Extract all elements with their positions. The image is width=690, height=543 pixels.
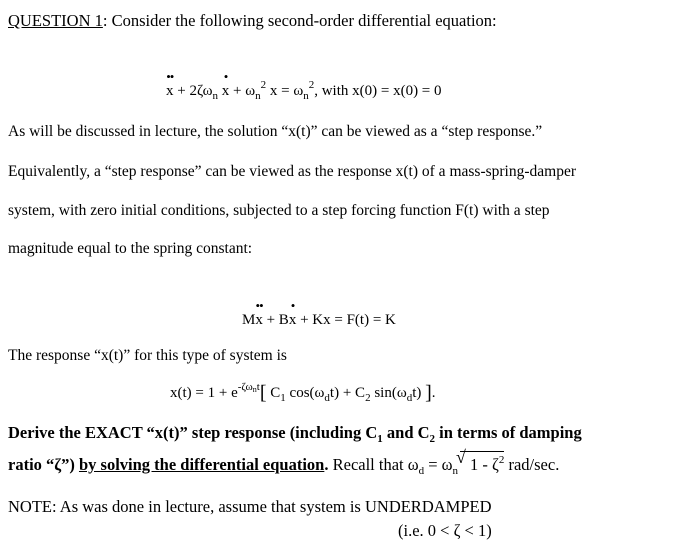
note-line-2: (i.e. 0 < ζ < 1) bbox=[398, 521, 492, 540]
derive-instruction-line-1: Derive the EXACT “x(t)” step response (including $C_1$ and $C_2$ in terms of damping bbox=[8, 423, 582, 445]
step-response-equation: $x(t) = 1 + e^{-\zeta\omega nt}$[ $C_1$ $\cos(\omega_dt) + C_2$ $\sin(\omega_dt)$ ]. bbox=[170, 381, 436, 404]
initial-conditions: , with x(0) = x(0) = 0 bbox=[314, 83, 442, 99]
differential-equation: •• $x + 2\zeta\omega_n$ • $x + \omega_n^2$ $x = \omega_n^2$, with x(0) = x(0) = 0 bbox=[166, 69, 442, 102]
derive-instruction-line-2: ratio “ζ”) by solving the differential equation. Recall that $\omega_d = \omega_n√$ $1 - \zeta^2$ rad/sec. bbox=[8, 451, 559, 481]
paragraph-line-1: As will be discussed in lecture, the solution “x(t)” can be viewed as a “step response.” bbox=[8, 123, 543, 140]
paragraph-line-2: Equivalently, a “step response” can be viewed as the response x(t) of a mass-spring-damper bbox=[8, 163, 576, 180]
paragraph-line-3: system, with zero initial conditions, subjected to a step forcing function F(t) with a step bbox=[8, 202, 550, 219]
x-double-dot: •• x bbox=[255, 298, 263, 328]
solve-emphasis: by solving the differential equation bbox=[78, 455, 325, 474]
question-heading bbox=[8, 11, 497, 31]
x-dot: • x bbox=[221, 69, 230, 99]
paragraph-line-5: The response “x(t)” for this type of system is bbox=[8, 347, 287, 364]
mass-spring-damper-equation: M •• x + B • x + Kx = F(t) = K bbox=[242, 298, 396, 328]
square-root: √ $1 - \zeta^2$ bbox=[460, 451, 504, 473]
x-double-dot: •• x bbox=[166, 69, 174, 99]
note-line-1: NOTE: As was done in lecture, assume that system is UNDERDAMPED bbox=[8, 497, 492, 516]
x-dot: • x bbox=[288, 298, 297, 328]
question-prompt: : Consider the following second-order differential equation: bbox=[102, 11, 497, 30]
question-label: QUESTION 1 bbox=[8, 11, 103, 30]
paragraph-line-4: magnitude equal to the spring constant: bbox=[8, 240, 253, 257]
